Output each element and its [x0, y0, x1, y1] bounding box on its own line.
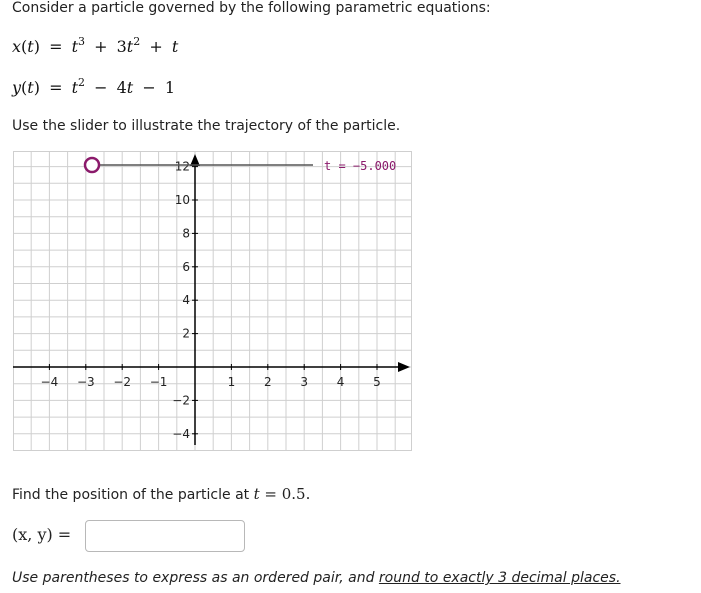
x-tick-label: −3 [76, 375, 95, 389]
y-tick-label: 8 [182, 226, 190, 241]
note-prefix: Use parentheses to express as an ordered pair, and [12, 570, 379, 586]
answer-input[interactable] [85, 520, 245, 552]
graph-axes [13, 154, 410, 445]
question-eq: = 0.5. [259, 485, 311, 503]
problem-intro: Consider a particle governed by the following parametric equations: [12, 0, 491, 16]
x-equation: $x(t) = t^3 + 3t^2 + t$ [12, 35, 179, 56]
y-equation: $y(t) = t^2 - 4t - 1$ [12, 76, 176, 97]
slider-instruction: Use the slider to illustrate the trajectory of the particle. [12, 118, 401, 134]
rounding-link[interactable]: round to exactly 3 decimal places. [378, 570, 621, 586]
x-tick-label: 1 [227, 375, 236, 389]
trajectory-graph[interactable] [13, 151, 412, 451]
y-tick-label: 10 [174, 193, 190, 207]
question-text [12, 485, 310, 503]
question-prefix: Find the position of the particle at [12, 487, 254, 503]
y-tick-label: 2 [182, 326, 190, 341]
x-tick-label: 2 [263, 375, 272, 389]
grid-border [14, 152, 412, 451]
x-tick-label: 4 [336, 375, 345, 389]
y-tick-label: −2 [172, 393, 190, 408]
x-axis-arrow [398, 362, 410, 372]
question-var: t [253, 485, 260, 503]
y-tick-label: 12 [174, 159, 190, 174]
t-slider[interactable] [85, 158, 396, 173]
slider-handle[interactable] [85, 158, 99, 172]
y-tick-label: 6 [182, 259, 190, 274]
x-tick-label: −1 [149, 375, 168, 389]
slider-value-label: t = −5.000 [324, 159, 397, 173]
x-tick-label: 5 [373, 375, 381, 389]
graph-grid [13, 151, 412, 451]
x-tick-label: −2 [113, 375, 132, 389]
y-tick-label: −4 [172, 426, 190, 441]
x-tick-label: −4 [40, 375, 59, 389]
y-axis-arrow [190, 154, 200, 166]
answer-note [12, 570, 621, 586]
x-tick-label: 3 [300, 375, 309, 389]
y-tick-label: 4 [182, 293, 190, 308]
answer-label: (x, y) = [12, 525, 72, 544]
